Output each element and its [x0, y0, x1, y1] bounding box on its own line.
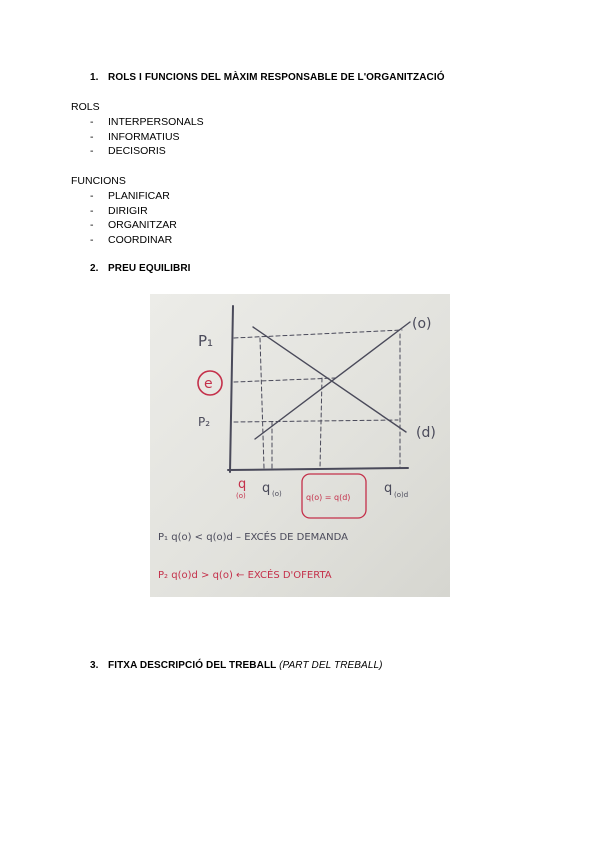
section-2-title: PREU EQUILIBRI: [108, 263, 191, 274]
supply-label: (o): [412, 316, 432, 332]
section-3-number: 3.: [90, 660, 99, 671]
funcions-list: [90, 189, 177, 247]
list-item: - INFORMATIUS: [90, 130, 180, 143]
rols-label: ROLS: [71, 101, 100, 113]
demand-label: (d): [416, 425, 436, 441]
list-item: - ORGANITZAR: [90, 219, 177, 232]
funcions-label: FUNCIONS: [71, 175, 126, 187]
list-item: - DIRIGIR: [90, 204, 148, 217]
q-o-red-label: q: [238, 477, 247, 492]
section-1-heading: [90, 72, 445, 83]
pe-label: e: [204, 376, 213, 392]
whiteboard-photo: [150, 294, 450, 597]
list-item: - COORDINAR: [90, 233, 173, 246]
q-d-sub: (o)d: [394, 491, 409, 499]
x-axis: [228, 468, 408, 470]
rols-list: [90, 115, 204, 159]
p2-guide: [234, 420, 398, 422]
section-1-number: 1.: [90, 72, 99, 83]
section-2-heading: [90, 263, 191, 274]
q-d-label: q: [384, 481, 393, 496]
note-excess-supply: P₂ q(o)d > q(o) ← EXCÉS D'OFERTA: [158, 570, 332, 581]
list-item: - PLANIFICAR: [90, 190, 170, 202]
supply-demand-sketch: [150, 294, 450, 597]
q-mid-label: q: [262, 481, 271, 496]
q-mid-sub: (o): [272, 490, 282, 498]
q-guide-3: [320, 378, 322, 468]
y-axis: [230, 306, 233, 472]
p2-label: P₂: [198, 415, 211, 429]
q-o-red-sub: (o): [236, 492, 246, 500]
list-item: - DECISORIS: [90, 145, 166, 158]
section-1-title: ROLS I FUNCIONS DEL MÀXIM RESPONSABLE DE L'ORGANITZACIÓ: [108, 72, 445, 83]
pe-guide: [234, 378, 336, 382]
list-item: - INTERPERSONALS: [90, 116, 204, 128]
q-guide-1: [260, 338, 264, 468]
section-3-note: (PART DEL TREBALL): [279, 660, 383, 671]
q-eq-label: q(o) = q(d): [306, 493, 351, 502]
p1-label: P₁: [198, 332, 214, 350]
note-excess-demand: P₁ q(o) < q(o)d – EXCÉS DE DEMANDA: [158, 532, 348, 543]
section-3-heading: [90, 660, 383, 671]
section-3-title: FITXA DESCRIPCIÓ DEL TREBALL: [108, 660, 277, 671]
section-2-number: 2.: [90, 263, 99, 274]
